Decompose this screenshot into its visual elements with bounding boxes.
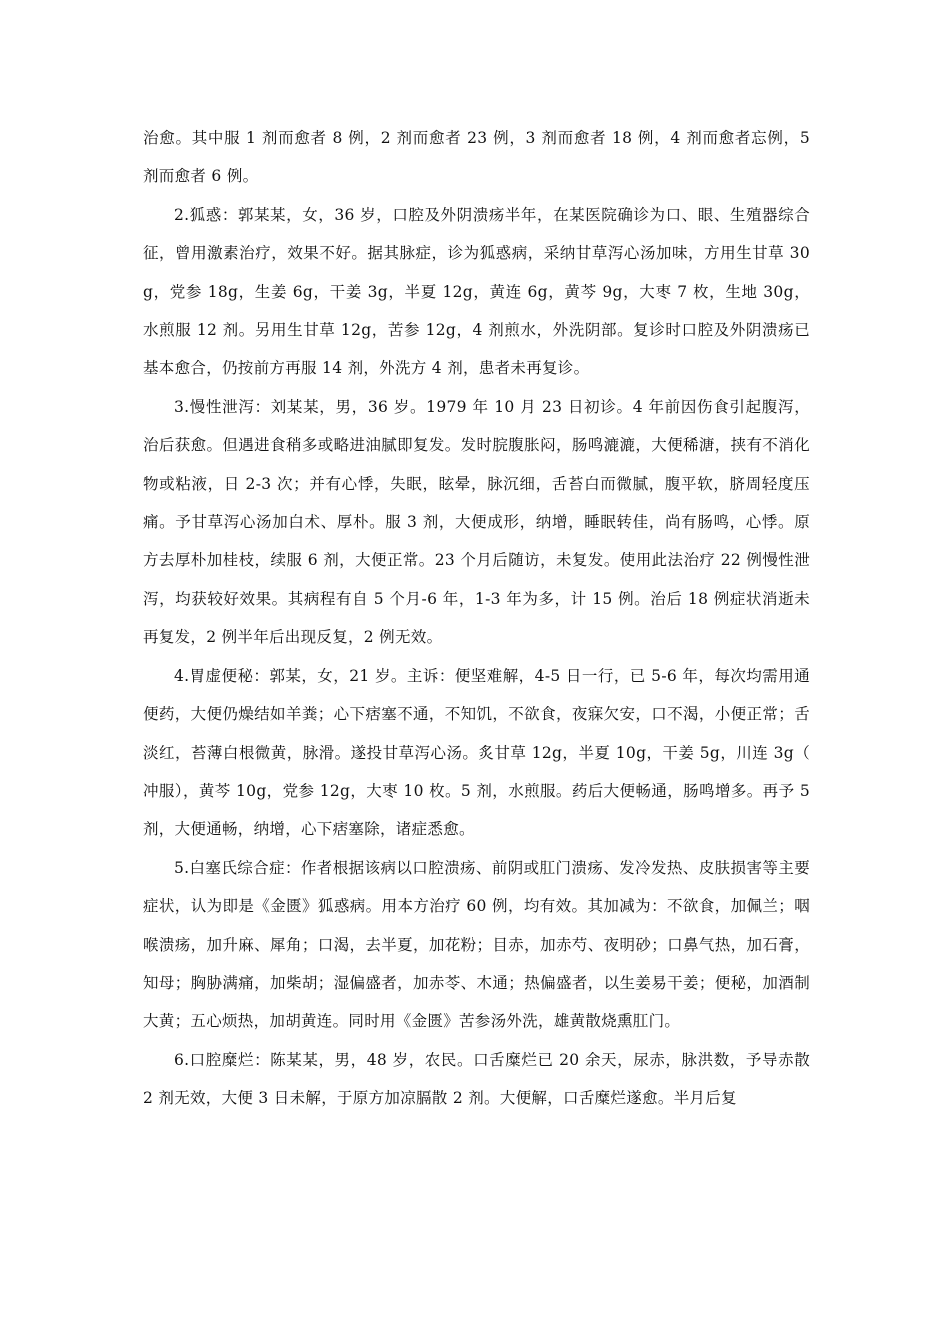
paragraph-1: 治愈。其中服 1 剂而愈者 8 例，2 剂而愈者 23 例，3 剂而愈者 18 例，4 剂而愈者忘例，5 剂而愈者 6 例。: [143, 129, 810, 186]
document-page: [143, 119, 810, 1118]
paragraph-6-oral-erosion: 6.口腔糜烂：陈某某，男，48 岁，农民。口舌糜烂已 20 余天，尿赤，脉洪数，予导赤散 2 剂无效，大便 3 日未解，于原方加凉膈散 2 剂。大便解，口舌糜烂遂愈。半月后复: [143, 1050, 810, 1108]
paragraph-4-constipation: 4.胃虚便秘：郭某，女，21 岁。主诉：便坚难解，4-5 日一行，已 5-6 年，每次均需用通便药，大便仍燥结如羊粪；心下痞塞不通，不知饥，不欲食，夜寐欠安，口不渴，小便正常；舌淡红，苔薄白根微黄，脉滑。遂投甘草泻心汤。炙甘草 12g，半夏 10g，干姜 5g，川连 3g（冲服），黄芩 10g，党参 12g，大枣 10 枚。5 剂，水煎服。药后大便畅通，肠鸣增多。再予 5 剂，大便通畅，纳增，心下痞塞除，诸症悉愈。: [143, 666, 810, 839]
paragraph-3-chronic-diarrhea: 3.慢性泄泻：刘某某，男，36 岁。1979 年 10 月 23 日初诊。4 年前因伤食引起腹泻，治后获愈。但遇进食稍多或略进油腻即复发。发时脘腹胀闷，肠鸣漉漉，大便稀溏，挟有不消化物或粘液，日 2-3 次；并有心悸，失眠，眩晕，脉沉细，舌苔白而微腻，腹平软，脐周轻度压痛。予甘草泻心汤加白术、厚朴。服 3 剂，大便成形，纳增，睡眠转佳，尚有肠鸣，心悸。原方去厚朴加桂枝，续服 6 剂，大便正常。23 个月后随访，未复发。使用此法治疗 22 例慢性泄泻，均获较好效果。其病程有自 5 个月-6 年，1-3 年为多，计 15 例。治后 18 例症状消逝未再复发，2 例半年后出现反复，2 例无效。: [143, 397, 810, 647]
paragraph-2-huhuo: 2.狐惑：郭某某，女，36 岁，口腔及外阴溃疡半年，在某医院确诊为口、眼、生殖器综合征，曾用激素治疗，效果不好。据其脉症，诊为狐惑病，采纳甘草泻心汤加味，方用生甘草 30g，党参 18g，生姜 6g，干姜 3g，半夏 12g，黄连 6g，黄芩 9g，大枣 7 枚，生地 30g，水煎服 12 剂。另用生甘草 12g，苦参 12g，4 剂煎水，外洗阴部。复诊时口腔及外阴溃疡已基本愈合，仍按前方再服 14 剂，外洗方 4 剂，患者未再复诊。: [143, 205, 810, 378]
paragraph-5-behcet: 5.白塞氏综合症：作者根据该病以口腔溃疡、前阴或肛门溃疡、发冷发热、皮肤损害等主要症状，认为即是《金匮》狐惑病。用本方治疗 60 例，均有效。其加减为：不欲食，加佩兰；咽喉溃疡，加升麻、犀角；口渴，去半夏，加花粉；目赤，加赤芍、夜明砂；口鼻气热，加石膏，知母；胸胁满痛，加柴胡；湿偏盛者，加赤苓、木通；热偏盛者，以生姜易干姜；便秘，加酒制大黄；五心烦热，加胡黄连。同时用《金匮》苦参汤外洗，雄黄散烧熏肛门。: [143, 858, 810, 1031]
